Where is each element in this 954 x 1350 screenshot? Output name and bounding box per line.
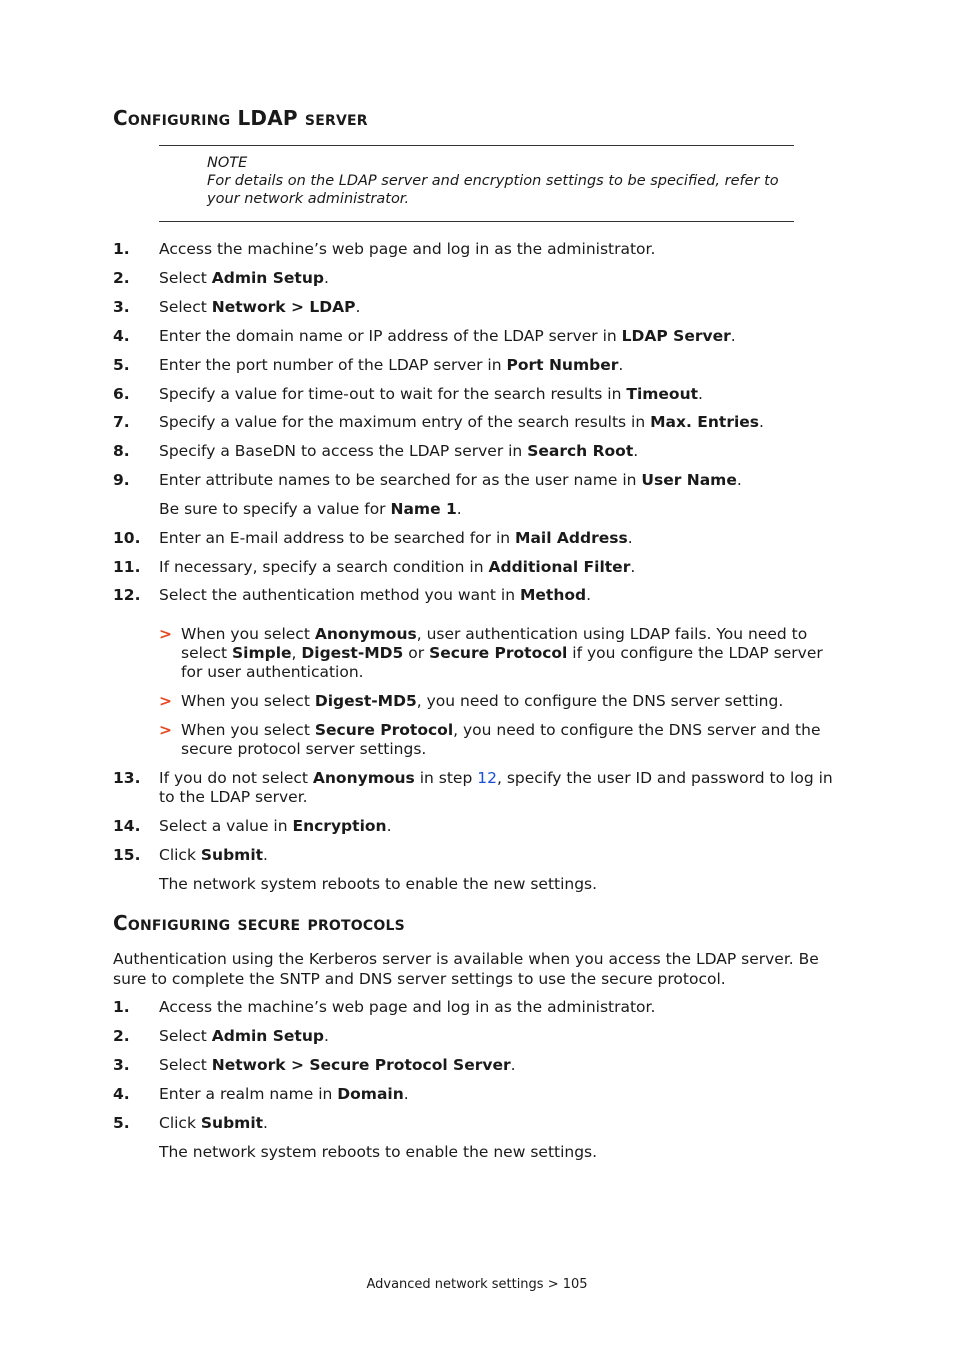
- bullet-text: When you select Secure Protocol, you need to configure the DNS server and the secure protocol server settings.: [181, 721, 821, 758]
- intro-paragraph: Authentication using the Kerberos server is available when you access the LDAP server. Be sure to complete the SNTP and DNS server settings to use the secure protocol.: [113, 950, 819, 988]
- bullet-text: When you select Digest-MD5, you need to configure the DNS server setting.: [181, 692, 784, 710]
- step-text: If you do not select Anonymous in step 12, specify the user ID and password to log in to the LDAP server.: [159, 769, 833, 806]
- step-number: 7.: [113, 413, 130, 431]
- step-number: 1.: [113, 240, 130, 258]
- step-text: Click Submit.: [159, 846, 268, 864]
- section-title-secure-protocols: Configuring secure protocols: [113, 911, 405, 935]
- step-number: 9.: [113, 471, 130, 489]
- closing-text: The network system reboots to enable the new settings.: [159, 875, 598, 893]
- step-text: Enter the port number of the LDAP server in Port Number.: [159, 356, 624, 374]
- step-number: 12.: [113, 586, 141, 604]
- note-text: For details on the LDAP server and encryption settings to be specified, refer to your network administrator.: [207, 173, 779, 207]
- step-number: 5.: [113, 1114, 130, 1132]
- note-box: [207, 154, 787, 208]
- step-number: 5.: [113, 356, 130, 374]
- step-text: Select Admin Setup.: [159, 269, 329, 287]
- step-text: If necessary, specify a search condition in Additional Filter.: [159, 558, 636, 576]
- step-text: Select Network > LDAP.: [159, 298, 361, 316]
- step-number: 14.: [113, 817, 141, 835]
- note-bottom-rule: [159, 221, 794, 222]
- step-text: Specify a BaseDN to access the LDAP server in Search Root.: [159, 442, 639, 460]
- note-top-rule: [159, 145, 794, 146]
- step-number: 4.: [113, 327, 130, 345]
- page-footer: Advanced network settings > 105: [366, 1277, 588, 1292]
- step-text: Enter an E-mail address to be searched for in Mail Address.: [159, 529, 633, 547]
- step-text: Access the machine’s web page and log in as the administrator.: [159, 998, 656, 1016]
- step-number: 6.: [113, 385, 130, 403]
- step-text: Specify a value for the maximum entry of the search results in Max. Entries.: [159, 413, 764, 431]
- step-number: 3.: [113, 298, 130, 316]
- step-text: Select Admin Setup.: [159, 1027, 329, 1045]
- step-text: Click Submit.: [159, 1114, 268, 1132]
- section-title-ldap: Configuring LDAP server: [113, 106, 368, 130]
- bullet-text: When you select Anonymous, user authentication using LDAP fails. You need to select Simple, Digest-MD5 or Secure Protocol if you configure the LDAP server for user authentication.: [181, 625, 823, 681]
- closing-text: The network system reboots to enable the new settings.: [159, 1143, 598, 1161]
- step-number: 11.: [113, 558, 141, 576]
- step-link[interactable]: 12: [477, 769, 497, 787]
- step-text: Specify a value for time-out to wait for the search results in Timeout.: [159, 385, 703, 403]
- step-text: Select a value in Encryption.: [159, 817, 392, 835]
- step-text: Enter a realm name in Domain.: [159, 1085, 409, 1103]
- step-text: Enter the domain name or IP address of the LDAP server in LDAP Server.: [159, 327, 736, 345]
- step-note: Be sure to specify a value for Name 1.: [159, 500, 462, 518]
- step-text: Enter attribute names to be searched for as the user name in User Name.: [159, 471, 742, 489]
- step-number: 3.: [113, 1056, 130, 1074]
- step-text: Access the machine’s web page and log in as the administrator.: [159, 240, 656, 258]
- step-number: 4.: [113, 1085, 130, 1103]
- step-number: 1.: [113, 998, 130, 1016]
- bullet-arrow-icon: >: [159, 625, 172, 643]
- step-number: 15.: [113, 846, 141, 864]
- step-text: Select Network > Secure Protocol Server.: [159, 1056, 516, 1074]
- step-number: 13.: [113, 769, 141, 787]
- step-number: 2.: [113, 269, 130, 287]
- bullet-arrow-icon: >: [159, 721, 172, 739]
- note-label: NOTE: [207, 155, 248, 171]
- step-number: 8.: [113, 442, 130, 460]
- step-text: Select the authentication method you want in Method.: [159, 586, 592, 604]
- step-number: 10.: [113, 529, 141, 547]
- bullet-arrow-icon: >: [159, 692, 172, 710]
- step-number: 2.: [113, 1027, 130, 1045]
